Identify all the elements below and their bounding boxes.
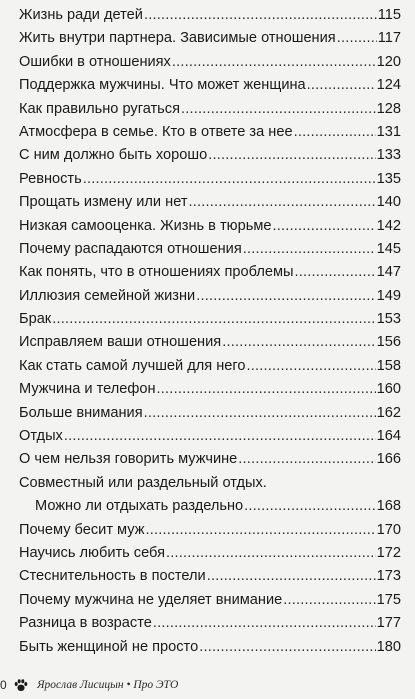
toc-leader-dots — [337, 27, 377, 50]
toc-entry-title: Низкая самооценка. Жизнь в тюрьме — [19, 217, 272, 234]
toc-entry-title: Быть женщиной не просто — [19, 638, 199, 655]
toc-entry — [19, 612, 401, 635]
toc-entry-page: 149 — [376, 287, 401, 304]
toc-entry — [19, 27, 401, 50]
toc-leader-dots — [196, 285, 375, 308]
toc-entry-line1 — [19, 472, 401, 495]
toc-leader-dots — [238, 448, 375, 471]
toc-entry — [19, 565, 401, 588]
toc-entry-title: Научись любить себя — [19, 544, 166, 561]
toc-entry-title: Как понять, что в отношениях проблемы — [19, 264, 294, 281]
toc-entry-title: Можно ли отдыхать раздельно — [35, 498, 244, 515]
author-book-line: Ярослав Лисицын • Про ЭТО — [37, 679, 179, 691]
toc-leader-dots — [247, 355, 376, 378]
toc-leader-dots — [157, 378, 376, 401]
toc-leader-dots — [294, 121, 376, 144]
toc-entry-title: Ревность — [19, 170, 82, 187]
toc-leader-dots — [189, 191, 376, 214]
toc-entry-page: 156 — [376, 334, 401, 351]
toc-leader-dots — [294, 261, 375, 284]
toc-entry — [19, 542, 401, 565]
toc-entry-page: 133 — [376, 147, 401, 164]
toc-entry — [19, 636, 401, 659]
toc-entry-title: С ним должно быть хорошо — [19, 147, 208, 164]
toc-leader-dots — [222, 331, 375, 354]
toc-leader-dots — [307, 74, 376, 97]
toc-leader-dots — [172, 51, 376, 74]
toc-entry — [19, 355, 401, 378]
toc-entry-page: 177 — [376, 615, 401, 632]
toc-entry — [19, 448, 401, 471]
toc-entry-title: Прощать измену или нет — [19, 194, 188, 211]
toc-entry-page: 153 — [376, 311, 401, 328]
toc-entry-page: 147 — [376, 264, 401, 281]
toc-entry — [19, 285, 401, 308]
toc-entry — [19, 191, 401, 214]
toc-entry-title: Больше внимания — [19, 404, 143, 421]
toc-entry — [19, 402, 401, 425]
toc-entry-title: Почему бесит муж — [19, 521, 145, 538]
toc-entry-title: О чем нельзя говорить мужчине — [19, 451, 238, 468]
toc-entry — [19, 238, 401, 261]
toc-entry-title: Стеснительность в постели — [19, 568, 206, 585]
toc-entry-title: Атмосфера в семье. Кто в ответе за нее — [19, 123, 293, 140]
toc-leader-dots — [83, 168, 376, 191]
toc-entry-title: Ошибки в отношениях — [19, 53, 171, 70]
toc-entry-page: 120 — [376, 53, 401, 70]
toc-entry-page: 145 — [376, 240, 401, 257]
toc-entry-title: Мужчина и телефон — [19, 381, 156, 398]
toc-entry-page: 166 — [376, 451, 401, 468]
toc-entry-title: Иллюзия семейной жизни — [19, 287, 196, 304]
toc-entry-title: Жить внутри партнера. Зависимые отношения — [19, 30, 336, 47]
toc-entry — [19, 4, 401, 27]
toc-entry — [19, 589, 401, 612]
toc-entry-page: 135 — [376, 170, 401, 187]
toc-entry — [19, 144, 401, 167]
toc-entry-page: 117 — [377, 30, 401, 47]
toc-entry-page: 115 — [377, 7, 401, 23]
toc-entry-page: 158 — [376, 357, 401, 374]
toc-entry — [19, 51, 401, 74]
toc-entry-title: Поддержка мужчины. Что может женщина — [19, 77, 306, 94]
toc-entry — [19, 98, 401, 121]
toc-leader-dots — [208, 144, 375, 167]
toc-entry-title: Почему мужчина не уделяет внимание — [19, 591, 283, 608]
toc-leader-dots — [145, 519, 375, 542]
toc-leader-dots — [243, 238, 376, 261]
toc-entry-title: Брак — [19, 311, 52, 328]
toc-entry-page: 140 — [376, 194, 401, 211]
toc-entry — [19, 74, 401, 97]
toc-entry — [19, 378, 401, 401]
toc-leader-dots — [64, 425, 376, 448]
table-of-contents — [19, 4, 401, 659]
toc-entry-title: Как правильно ругаться — [19, 100, 180, 117]
paw-icon — [13, 677, 29, 693]
toc-entry-page: 170 — [376, 521, 401, 538]
toc-entry-page: 164 — [376, 428, 401, 445]
toc-entry — [19, 308, 401, 331]
toc-leader-dots — [199, 636, 375, 659]
toc-entry — [19, 215, 401, 238]
page-footer — [0, 674, 415, 696]
toc-entry-title: Жизнь ради детей — [19, 7, 143, 23]
toc-entry-page: 160 — [376, 381, 401, 398]
toc-entry — [19, 495, 401, 518]
toc-entry — [19, 121, 401, 144]
toc-leader-dots — [144, 402, 376, 425]
page-number: 0 — [0, 678, 7, 692]
toc-entry-title: Исправляем ваши отношения — [19, 334, 222, 351]
toc-leader-dots — [272, 215, 375, 238]
toc-leader-dots — [52, 308, 375, 331]
toc-entry — [19, 331, 401, 354]
toc-entry-title: Как стать самой лучшей для него — [19, 357, 246, 374]
toc-entry-page: 168 — [376, 498, 401, 515]
toc-leader-dots — [181, 98, 376, 121]
toc-entry-page: 142 — [376, 217, 401, 234]
toc-entry-page: 172 — [376, 544, 401, 561]
toc-leader-dots — [244, 495, 376, 518]
toc-leader-dots — [283, 589, 375, 612]
toc-entry-title: Отдых — [19, 428, 63, 445]
toc-entry-page: 128 — [376, 100, 401, 117]
toc-entry — [19, 519, 401, 542]
toc-leader-dots — [153, 612, 376, 635]
toc-entry-page: 180 — [376, 638, 401, 655]
toc-entry-title: Почему распадаются отношения — [19, 240, 242, 257]
toc-entry-page: 173 — [376, 568, 401, 585]
toc-entry-page: 175 — [376, 591, 401, 608]
toc-entry — [19, 261, 401, 284]
toc-leader-dots — [144, 4, 377, 27]
toc-entry-page: 131 — [376, 123, 401, 140]
toc-entry-page: 162 — [376, 404, 401, 421]
toc-entry-title: Совместный или раздельный отдых. — [19, 474, 267, 491]
toc-entry — [19, 168, 401, 191]
toc-entry-title: Разница в возрасте — [19, 615, 152, 632]
toc-entry — [19, 425, 401, 448]
toc-entry-page: 124 — [376, 77, 401, 94]
toc-leader-dots — [207, 565, 376, 588]
toc-leader-dots — [166, 542, 376, 565]
